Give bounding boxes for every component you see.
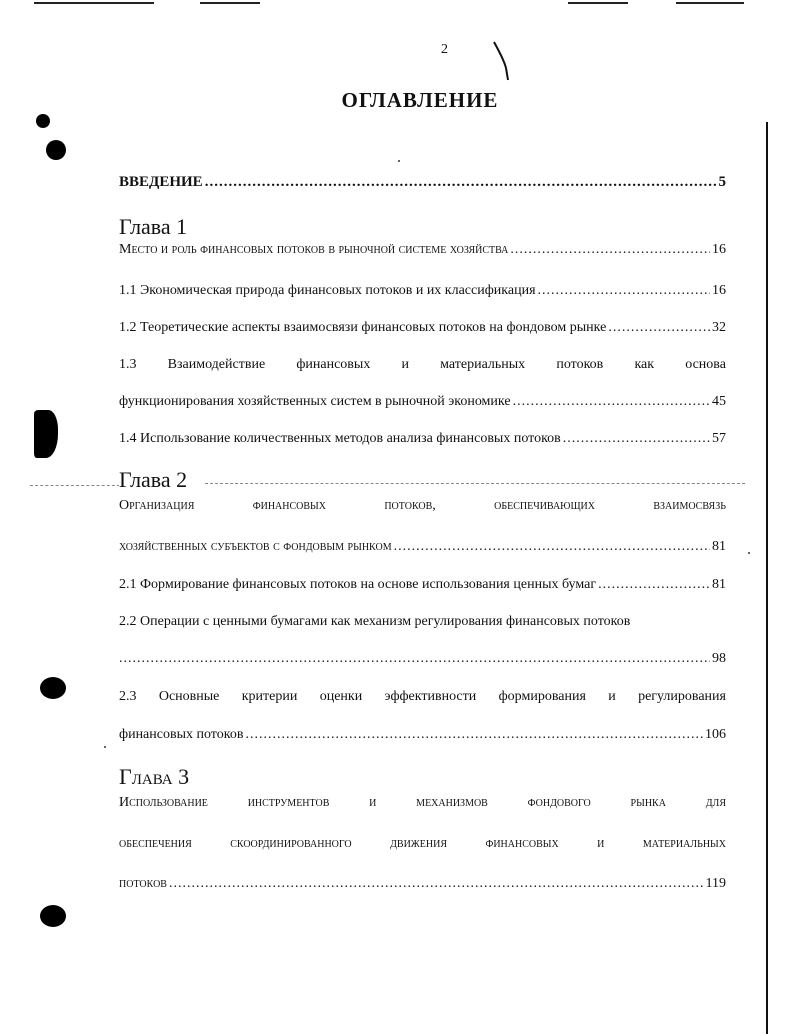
toc-entry-1-3-line2 [119,394,726,410]
binder-hole [40,905,66,927]
scan-edge-line [200,2,260,4]
chapter-title-entry-line2 [119,539,726,555]
page-number: 2 [441,42,448,57]
dot-leader [205,174,717,191]
toc-entry-page: 81 [712,539,726,554]
word: рынка [630,795,666,810]
toc-entry-1-1 [119,283,726,299]
dot-leader [598,577,710,593]
scan-edge-line [34,2,154,4]
chapter-title-entry-line3 [119,876,726,892]
word: 1.3 [119,357,137,372]
word: и [369,795,377,810]
dot-leader [538,283,710,299]
toc-entry-page: 16 [712,283,726,298]
scan-speck [398,160,400,162]
word: движения [390,836,447,851]
word: и [401,357,409,372]
dot-leader [169,876,704,892]
chapter-heading: Глава 3 [119,764,190,789]
chapter-heading: Глава 2 [119,467,191,493]
word: Взаимодействие [167,357,266,372]
toc-entry-page: 106 [705,727,726,742]
toc-entry-intro [119,174,726,191]
word: основа [685,357,726,372]
word: материальных [642,836,726,851]
toc-entry-page: 5 [718,174,726,190]
toc-entry-2-3-line1 [119,689,726,705]
toc-entry-label: хозяйственных субъектов с фондовым рынком [119,539,392,554]
toc-entry-1-4 [119,431,726,447]
word: формирования [498,689,586,704]
scan-edge-line [568,2,628,4]
scan-edge-line-right [766,122,768,1034]
word: критерии [241,689,298,704]
toc-entry-label: потоков [119,876,167,891]
toc-entry-page: 32 [712,320,726,335]
toc-entry-label: Место и роль финансовых потоков в рыночной системе хозяйства [119,242,509,257]
word: эффективности [384,689,477,704]
dot-leader [394,539,710,555]
word: Использование [119,795,208,810]
dot-leader [513,394,710,410]
binder-hole [40,677,66,699]
toc-entry-page: 119 [705,876,726,891]
pen-stroke-mark [490,40,514,84]
chapter-title-entry-line2 [119,836,726,852]
toc-entry-2-2-line1 [119,614,726,630]
scan-speck [748,552,750,554]
toc-entry-2-1 [119,577,726,593]
binder-hole [46,140,66,160]
scan-dashed-line [30,485,120,486]
word: обеспечения [119,836,192,851]
scan-dashed-line [205,483,745,484]
toc-entry-label: 1.2 Теоретические аспекты взаимосвязи финансовых потоков на фондовом рынке [119,320,607,335]
dot-leader [119,651,710,667]
scan-speck [104,746,106,748]
toc-entry-label: ВВЕДЕНИЕ [119,174,203,190]
toc-entry-page: 98 [712,651,726,666]
toc-entry-label: финансовых потоков [119,727,244,742]
chapter-heading: Глава 1 [119,214,188,239]
word: финансовых [252,498,326,513]
dot-leader [563,431,710,447]
word: фондового [527,795,591,810]
word: инструментов [247,795,330,810]
toc-entry-2-3-line2 [119,727,726,743]
toc-entry-2-2-line2 [119,651,726,667]
word: регулирования [638,689,726,704]
binder-hole [36,114,50,128]
word: обеспечивающих [494,498,595,513]
word: финансовых [485,836,559,851]
toc-entry-page: 81 [712,577,726,592]
word: как [634,357,655,372]
toc-entry-label: 2.1 Формирование финансовых потоков на основе использования ценных бумаг [119,577,597,592]
chapter-title-entry-line1 [119,795,726,811]
word: финансовых [296,357,371,372]
word: взаимосвязь [653,498,726,513]
word: и [608,689,616,704]
word: для [705,795,726,810]
word: оценки [319,689,363,704]
toc-entry-1-3-line1 [119,357,726,373]
word: скоординированного [230,836,352,851]
word: механизмов [416,795,488,810]
word: Организация [119,498,195,513]
word: Основные [158,689,220,704]
word: материальных [440,357,526,372]
toc-entry-label: 1.4 Использование количественных методов анализа финансовых потоков [119,431,561,446]
toc-entry-label: 1.1 Экономическая природа финансовых потоков и их классификация [119,283,536,298]
toc-entry-page: 57 [712,431,726,446]
toc-entry-1-2 [119,320,726,336]
chapter-title-entry [119,242,726,258]
word: потоков, [384,498,436,513]
toc-entry-label: 2.2 Операции с ценными бумагами как механизм регулирования финансовых потоков [119,614,631,629]
scan-edge-line [676,2,744,4]
dot-leader [245,727,703,743]
word: и [597,836,605,851]
word: потоков [556,357,604,372]
chapter-title-entry-line1 [119,498,726,514]
scan-smudge [34,410,58,458]
dot-leader [510,242,710,258]
dot-leader [608,320,710,336]
toc-entry-page: 16 [712,242,726,257]
toc-title: ОГЛАВЛЕНИЕ [341,88,499,112]
toc-entry-label: функционирования хозяйственных систем в рыночной экономике [119,394,511,409]
toc-entry-page: 45 [712,394,726,409]
word: 2.3 [119,689,137,704]
